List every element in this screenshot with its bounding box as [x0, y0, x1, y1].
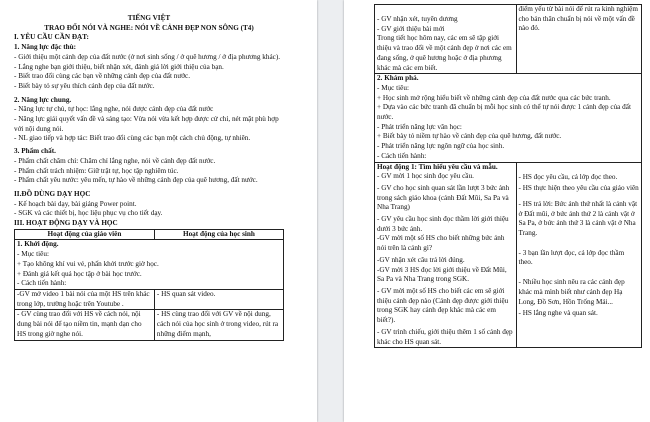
text-line: - GV nhận xét, tuyên dương: [377, 15, 458, 23]
text-line: - Phẩm chất chăm chỉ: Chăm chỉ lắng nghe, nói về cảnh đẹp đất nước.: [14, 156, 216, 165]
text-line: - Mục tiêu:: [17, 250, 49, 259]
col-header-teacher: Hoạt động của giáo viên: [15, 229, 155, 240]
document-page-left: [0, 0, 317, 422]
activities-table: [14, 229, 284, 341]
text-line: - Nhiều học sinh nêu ra các cảnh đẹp khác mà mình biết như cảnh đẹp Hạ Long, Đồ Sơn, Hồn Trống Mái...: [518, 278, 625, 306]
table-row: [375, 74, 642, 162]
text-line: - Phát triển năng lực ngôn ngữ của học sinh.: [377, 142, 505, 151]
page-left-content: [14, 14, 284, 341]
activities-table-continued: [374, 4, 642, 348]
section-3-title: III. HOẠT ĐỘNG DẠY VÀ HỌC: [14, 219, 118, 228]
text-line: - Cách tiến hành:: [17, 279, 67, 288]
text-line: + Học sinh mở rộng hiểu biết về những cảnh đẹp của đất nước qua các bức tranh.: [377, 93, 611, 102]
text-line: - Cách tiến hành:: [377, 151, 427, 160]
section-1-3-title: 3. Phẩm chất.: [14, 147, 56, 156]
text-line: - GV giới thiệu bài mới: [377, 24, 445, 33]
document-page-right: [344, 0, 650, 422]
student-cell: [516, 162, 642, 348]
section-1-2-title: 2. Năng lực chung.: [14, 95, 72, 104]
table-row: [375, 5, 642, 74]
table-header-row: [15, 229, 284, 240]
text-line: - Năng lực giải quyết vấn đề và sáng tạo: Vừa nói vừa kết hợp được cử chỉ, nét mặt phù hợp với nội dung nói.: [14, 115, 279, 133]
cell-blank: [377, 5, 514, 15]
table-row: [15, 310, 284, 340]
text-line: - Giới thiệu một cảnh đẹp của đất nước (ở nơi sinh sống / ở quê hương / ở địa phương khác).: [14, 52, 281, 61]
table-row: [375, 162, 642, 348]
text-line: - Biết trao đổi cùng các bạn về những cảnh đẹp của đất nước.: [14, 72, 191, 81]
section-1-1-title: 1. Năng lực đặc thù:: [14, 43, 77, 52]
text-line: - SGK và các thiết bị, học liệu phục vụ cho tiết dạy.: [14, 209, 163, 218]
teacher-cell: -GV mở video 1 bài nói của một HS trên khác trong lớp, trường hoặc trên Youtube .: [15, 289, 155, 309]
col-header-student: Hoạt động của học sinh: [154, 229, 283, 240]
text-line: - HS thực hiện theo yêu cầu của giáo viên: [518, 184, 639, 193]
row-title: 1. Khởi động.: [17, 240, 59, 249]
table-row: [15, 240, 284, 290]
text-line: + Đánh giá kết quả học tập ở bài học trước.: [17, 269, 142, 278]
text-line: - 3 bạn lần lượt đọc, cả lớp đọc thầm theo.: [518, 248, 625, 267]
lesson-title: TRAO ĐỔI NÓI VÀ NGHE: NÓI VỀ CẢNH ĐẸP NON SÔNG (T4): [44, 23, 254, 32]
text-line: - Năng lực tự chủ, tự học: lắng nghe, nói được cảnh đẹp của đất nước: [14, 105, 214, 114]
student-cell: - HS cùng trao đổi với GV về nội dung, cách nói của học sinh ở trong video, rút ra những điểm mạnh,: [154, 310, 283, 340]
teacher-cell: [375, 162, 517, 348]
text-line: - NL giao tiếp và hợp tác: Biết trao đổi cùng các bạn một cách chủ động, tự nhiên.: [14, 134, 251, 143]
text-line: - GV mời 1 học sinh đọc yêu cầu.: [377, 172, 474, 181]
text-line: - GV mời một số HS cho biết các em sẽ giới thiệu cảnh đẹp nào (Cảnh đẹp được giới thiệu trong SGK hay cảnh đẹp khác mà các em biết?).: [377, 286, 509, 325]
table-cell-full: [375, 74, 642, 162]
text-line: - GV trình chiếu, giới thiệu thêm 1 số cảnh đẹp khác cho HS quan sát.: [377, 327, 513, 346]
text-line: - Mục tiêu:: [377, 83, 409, 92]
section-1-title: I. YÊU CẦU CẦN ĐẠT:: [14, 33, 89, 42]
text-line: - Kế hoạch bài dạy, bài giảng Power point.: [14, 199, 137, 208]
student-cell: điểm yếu từ bài nói để rút ra kinh nghiệm cho bản thân chuẩn bị nói về một vấn đề nào đó.: [516, 5, 642, 74]
text-line: - HS trả lời: Bức ảnh thứ nhất là cảnh vật ở Đất mũi, ở bức ảnh thứ 2 là cảnh vật ở Sa Pa, ở bức ảnh thứ 3 là cảnh vật ở Nha Trang.: [518, 199, 638, 238]
page-right-content: [374, 4, 642, 348]
student-cell: - HS quan sát video.: [154, 289, 283, 309]
text-line: - HS đọc yêu cầu, cả lớp đọc theo.: [518, 172, 618, 181]
section-2-title: II.ĐỒ DÙNG DẠY HỌC: [14, 189, 91, 198]
text-line: - GV cho học sinh quan sát lần lượt 3 bức ảnh trong sách giáo khoa (cảnh Đất Mũi, Sa Pa và Nha Trang): [377, 183, 510, 212]
activity-title: Hoạt động 1: Tìm hiểu yêu cầu và mẫu.: [377, 162, 498, 171]
text-line: - Lắng nghe bạn giới thiệu, biết nhận xét, đánh giá lời giới thiệu của bạn.: [14, 62, 224, 71]
text-line: - Phẩm chất trách nhiệm: Giữ trật tự, học tập nghiêm túc.: [14, 166, 179, 175]
subject-heading: TIẾNG VIỆT: [127, 14, 171, 22]
text-line: + Tạo không khí vui vẻ, phấn khởi trước giờ học.: [17, 259, 159, 268]
text-line: - GV yêu cầu học sinh đọc thầm lời giới thiệu dưới 3 bức ảnh. -GV mời một số HS cho biết những bức ảnh nói trên là cảnh gì?: [377, 215, 509, 253]
text-line: - Phẩm chất yêu nước: yêu mến, tự hào về những cảnh đẹp của quê hương, đất nước.: [14, 176, 258, 185]
table-cell-full: [15, 240, 284, 290]
text-line: + Dựa vào các bức tranh đã chuẩn bị mỗi học sinh có thể tự nói được 1 cảnh đẹp của đất nước.: [377, 103, 631, 122]
text-line: -GV nhận xét câu trả lời đúng. -GV mời 3 HS đọc lời giới thiệu về Đất Mũi, Sa Pa và Nha Trang trong SGK.: [377, 255, 507, 284]
text-line: Trong tiết học hôm nay, các em sẽ tập giới thiệu và trao đổi về một cảnh đẹp ở nơi các em đang sống, ở quê hương hoặc ở địa phương khác mà các em biết.: [377, 34, 512, 72]
text-line: - Biết bày tỏ sự yêu thích cảnh đẹp của đất nước.: [14, 81, 155, 90]
teacher-cell: - GV cùng trao đổi với HS về cách nói, nội dung bài nói để tạo niềm tin, mạnh dạn cho HS trong giờ nghe nói.: [15, 310, 155, 340]
text-line: - HS lắng nghe và quan sát.: [518, 309, 598, 318]
text-line: + Biết bày tỏ niềm tự hào về cảnh đẹp của quê hương, đất nước.: [377, 132, 562, 141]
cell-blank: [519, 163, 640, 173]
text-line: - Phát triển năng lực văn học:: [377, 122, 462, 131]
table-row: [15, 289, 284, 309]
row-title: 2. Khám phá.: [377, 74, 419, 83]
teacher-cell: [375, 5, 517, 74]
